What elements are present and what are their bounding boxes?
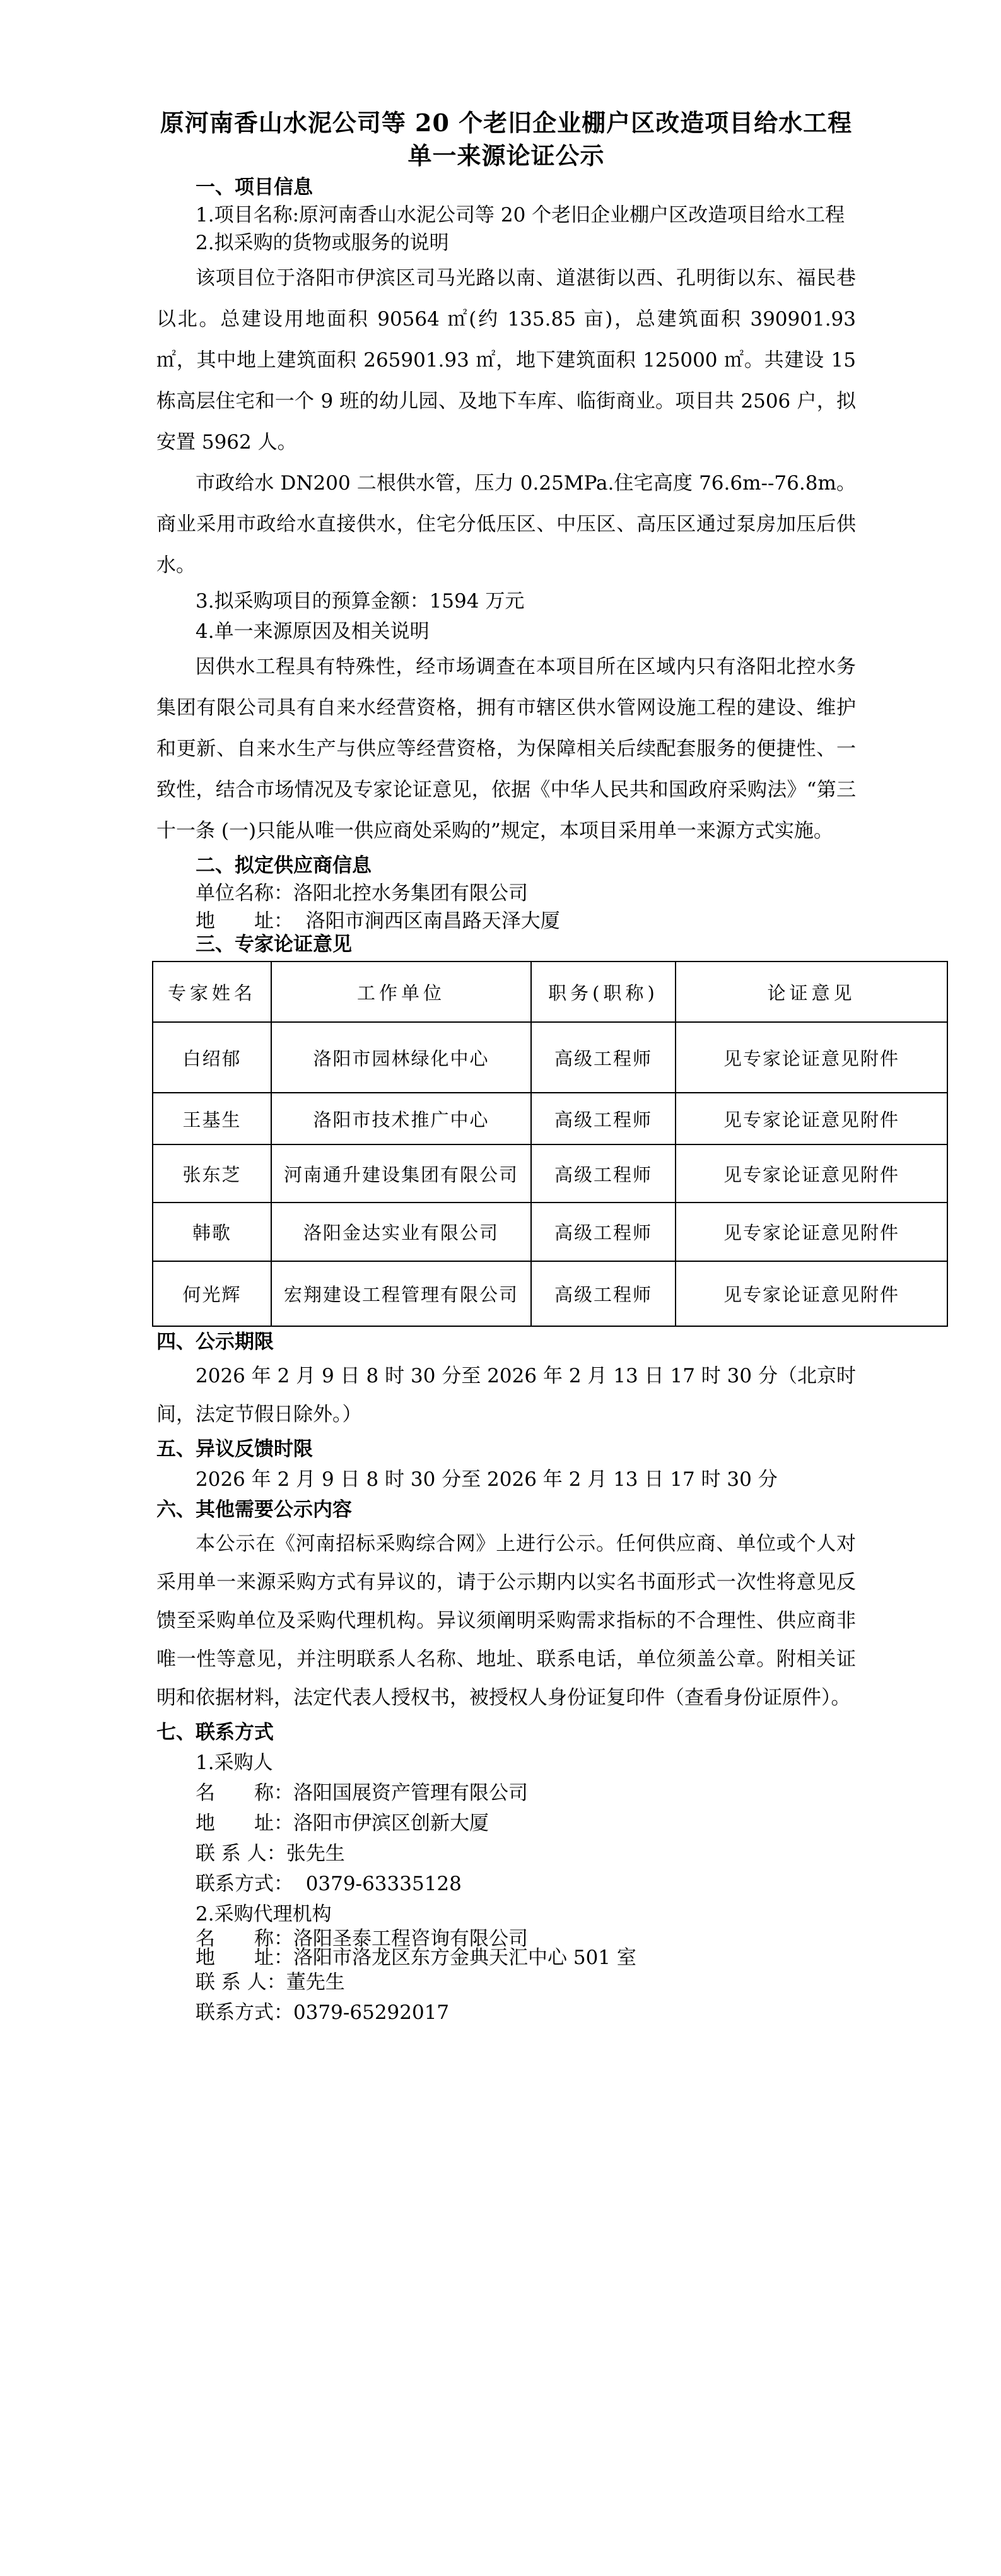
document-title: 原河南香山水泥公司等 20 个老旧企业棚户区改造项目给水工程 (160, 109, 853, 137)
expert-opinion-table (152, 961, 948, 1327)
work-unit-cell: 洛阳市技术推广中心 (271, 1093, 531, 1144)
work-unit-cell: 洛阳市园林绿化中心 (271, 1022, 531, 1093)
section-2-heading: 二、拟定供应商信息 (196, 854, 372, 877)
table-row (153, 1022, 947, 1093)
col-header-job-title: 职务(职称) (531, 962, 676, 1022)
project-name-item: 1.项目名称:原河南香山水泥公司等 20 个老旧企业棚户区改造项目给水工程 (196, 204, 845, 226)
section-7-heading: 七、联系方式 (156, 1721, 274, 1744)
other-publicity-paragraph: 本公示在《河南招标采购综合网》上进行公示。任何供应商、单位或个人对采用单一来源采购方式有异议的，请于公示期内以实名书面形式一次性将意见反馈至采购单位及采购代理机构。异议须阐明采购需求指标的不合理性、供应商非唯一性等意见，并注明联系人名称、地址、联系电话，单位须盖公章。附相关证明和依据材料，法定代表人授权书，被授权人身份证复印件（查看身份证原件）。 (156, 1532, 856, 1709)
job-title-cell: 高级工程师 (531, 1093, 676, 1144)
budget-item: 3.拟采购项目的预算金额：1594 万元 (196, 590, 525, 613)
work-unit-cell: 宏翔建设工程管理有限公司 (271, 1261, 531, 1326)
section-3-heading: 三、专家论证意见 (196, 933, 352, 956)
section-6-heading: 六、其他需要公示内容 (156, 1498, 352, 1521)
document-subtitle: 单一来源论证公示 (407, 141, 605, 170)
job-title-cell: 高级工程师 (531, 1203, 676, 1261)
water-supply-paragraph: 市政给水 DN200 二根供水管，压力 0.25MPa.住宅高度 76.6m--76.8m。商业采用市政给水直接供水，住宅分低压区、中压区、高压区通过泵房加压后供水。 (156, 472, 856, 577)
publicity-period-line: 2026 年 2 月 9 日 8 时 30 分至 2026 年 2 月 13 日 17 时 30 分（北京时间，法定节假日除外。） (156, 1365, 856, 1426)
expert-name-cell: 韩歌 (153, 1203, 271, 1261)
section-4-heading: 四、公示期限 (156, 1331, 274, 1353)
agency-phone-line: 联系方式：0379-65292017 (196, 2001, 450, 2024)
table-row (153, 1144, 947, 1203)
table-row (153, 1203, 947, 1261)
single-source-reason-item: 4.单一来源原因及相关说明 (196, 620, 430, 643)
single-source-reason-paragraph: 因供水工程具有特殊性，经市场调查在本项目所在区域内只有洛阳北控水务集团有限公司具有自来水经营资格，拥有市辖区供水管网设施工程的建设、维护和更新、自来水生产与供应等经营资格，为保障相关后续配套服务的便捷性、一致性，结合市场情况及专家论证意见，依据《中华人民共和国政府采购法》“第三十一条 (一)只能从唯一供应商处采购的”规定，本项目采用单一来源方式实施。 (156, 656, 856, 842)
objection-deadline-line: 2026 年 2 月 9 日 8 时 30 分至 2026 年 2 月 13 日 17 时 30 分 (196, 1468, 778, 1491)
goods-services-item: 2.拟采购的货物或服务的说明 (196, 232, 449, 254)
opinion-cell: 见专家论证意见附件 (676, 1203, 947, 1261)
purchaser-address-line: 地 址：洛阳市伊滨区创新大厦 (196, 1812, 489, 1835)
purchaser-name-line: 名 称：洛阳国展资产管理有限公司 (196, 1782, 528, 1804)
opinion-cell: 见专家论证意见附件 (676, 1093, 947, 1144)
work-unit-cell: 河南通升建设集团有限公司 (271, 1144, 531, 1203)
job-title-cell: 高级工程师 (531, 1144, 676, 1203)
expert-name-cell: 张东芝 (153, 1144, 271, 1203)
col-header-work-unit: 工作单位 (271, 962, 531, 1022)
work-unit-cell: 洛阳金达实业有限公司 (271, 1203, 531, 1261)
section-1-heading: 一、项目信息 (196, 176, 313, 199)
purchaser-contact-line: 联 系 人：张先生 (196, 1842, 345, 1865)
purchaser-phone-line: 联系方式： 0379-63335128 (196, 1873, 462, 1895)
project-location-paragraph: 该项目位于洛阳市伊滨区司马光路以南、道湛街以西、孔明街以东、福民巷以北。总建设用地面积 90564 ㎡(约 135.85 亩)，总建筑面积 390901.93 ㎡，其中地上建筑面积 265901.93 ㎡，地下建筑面积 125000 ㎡。共建设 15 栋高层住宅和一个 9 班的幼儿园、及地下车库、临街商业。项目共 2506 户，拟安置 5962 人。 (156, 267, 856, 454)
purchaser-label: 1.采购人 (196, 1751, 273, 1774)
agency-label: 2.采购代理机构 (196, 1903, 332, 1926)
table-row (153, 1093, 947, 1144)
agency-contact-line: 联 系 人：董先生 (196, 1971, 345, 1994)
supplier-name-line: 单位名称：洛阳北控水务集团有限公司 (196, 882, 528, 905)
expert-name-cell: 何光辉 (153, 1261, 271, 1326)
agency-address-line: 地 址：洛阳市洛龙区东方金典天汇中心 501 室 (196, 1946, 636, 1969)
opinion-cell: 见专家论证意见附件 (676, 1144, 947, 1203)
supplier-address-line: 地 址： 洛阳市涧西区南昌路天泽大厦 (196, 910, 560, 932)
agency-name-line: 名 称：洛阳圣泰工程咨询有限公司 (196, 1927, 528, 1950)
table-row (153, 1261, 947, 1326)
expert-name-cell: 白绍郁 (153, 1022, 271, 1093)
opinion-cell: 见专家论证意见附件 (676, 1022, 947, 1093)
expert-name-cell: 王基生 (153, 1093, 271, 1144)
job-title-cell: 高级工程师 (531, 1261, 676, 1326)
table-header-row (153, 962, 947, 1022)
col-header-opinion: 论证意见 (676, 962, 947, 1022)
opinion-cell: 见专家论证意见附件 (676, 1261, 947, 1326)
job-title-cell: 高级工程师 (531, 1022, 676, 1093)
section-5-heading: 五、异议反馈时限 (156, 1438, 313, 1461)
col-header-expert-name: 专家姓名 (153, 962, 271, 1022)
